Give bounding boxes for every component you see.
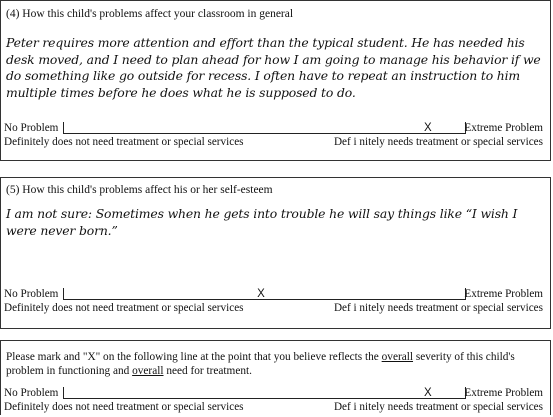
overall-severity-box <box>0 340 551 415</box>
scale-line[interactable] <box>63 398 465 399</box>
rating-mark: X <box>424 122 432 134</box>
rating-scale <box>1 288 550 318</box>
no-problem-label: No Problem <box>4 288 59 300</box>
needs-treatment-label: Def i nitely needs treatment or special services <box>333 302 543 314</box>
overall-instructions <box>6 351 544 378</box>
instruction-text: need for treatment. <box>163 364 252 377</box>
underlined-overall: overall <box>381 351 414 363</box>
rating-scale <box>1 387 550 417</box>
extreme-problem-label: Extreme Problem <box>464 122 543 134</box>
needs-treatment-label: Def i nitely needs treatment or special services <box>333 401 543 413</box>
instruction-text: severity of this child's problem in functioning and <box>6 351 515 377</box>
section-4-question: (4) How this child's problems affect your classroom in general <box>6 8 294 20</box>
section-4-box <box>0 0 551 161</box>
extreme-problem-label: Extreme Problem <box>464 288 543 300</box>
extreme-problem-label: Extreme Problem <box>464 387 543 399</box>
scale-line[interactable] <box>63 133 465 134</box>
section-5-answer: I am not sure: Sometimes when he gets into trouble he will say things like “I wish I were never born.” <box>6 206 518 238</box>
rating-mark: X <box>424 387 432 399</box>
needs-treatment-label: Def i nitely needs treatment or special services <box>333 136 543 148</box>
section-5-box <box>0 177 551 329</box>
rating-mark: X <box>257 288 265 300</box>
rating-scale <box>1 122 550 152</box>
underlined-overall: overall <box>132 364 164 377</box>
no-treatment-label: Definitely does not need treatment or special services <box>4 401 244 413</box>
no-problem-label: No Problem <box>4 122 59 134</box>
section-4-answer: Peter requires more attention and effort than the typical student. He has needed his desk moved, and I need to plan ahead for how I am going to manage his behavior if we do something like go outside for recess. I often have to repeat an instruction to him multiple times before he does what he is supposed to do. <box>6 35 541 100</box>
section-5-question: (5) How this child's problems affect his or her self-esteem <box>6 184 273 196</box>
no-treatment-label: Definitely does not need treatment or special services <box>4 302 244 314</box>
no-problem-label: No Problem <box>4 387 59 399</box>
instruction-text: Please mark and "X" on the following line at the point that you believe reflects the <box>6 351 382 363</box>
no-treatment-label: Definitely does not need treatment or special services <box>4 136 244 148</box>
